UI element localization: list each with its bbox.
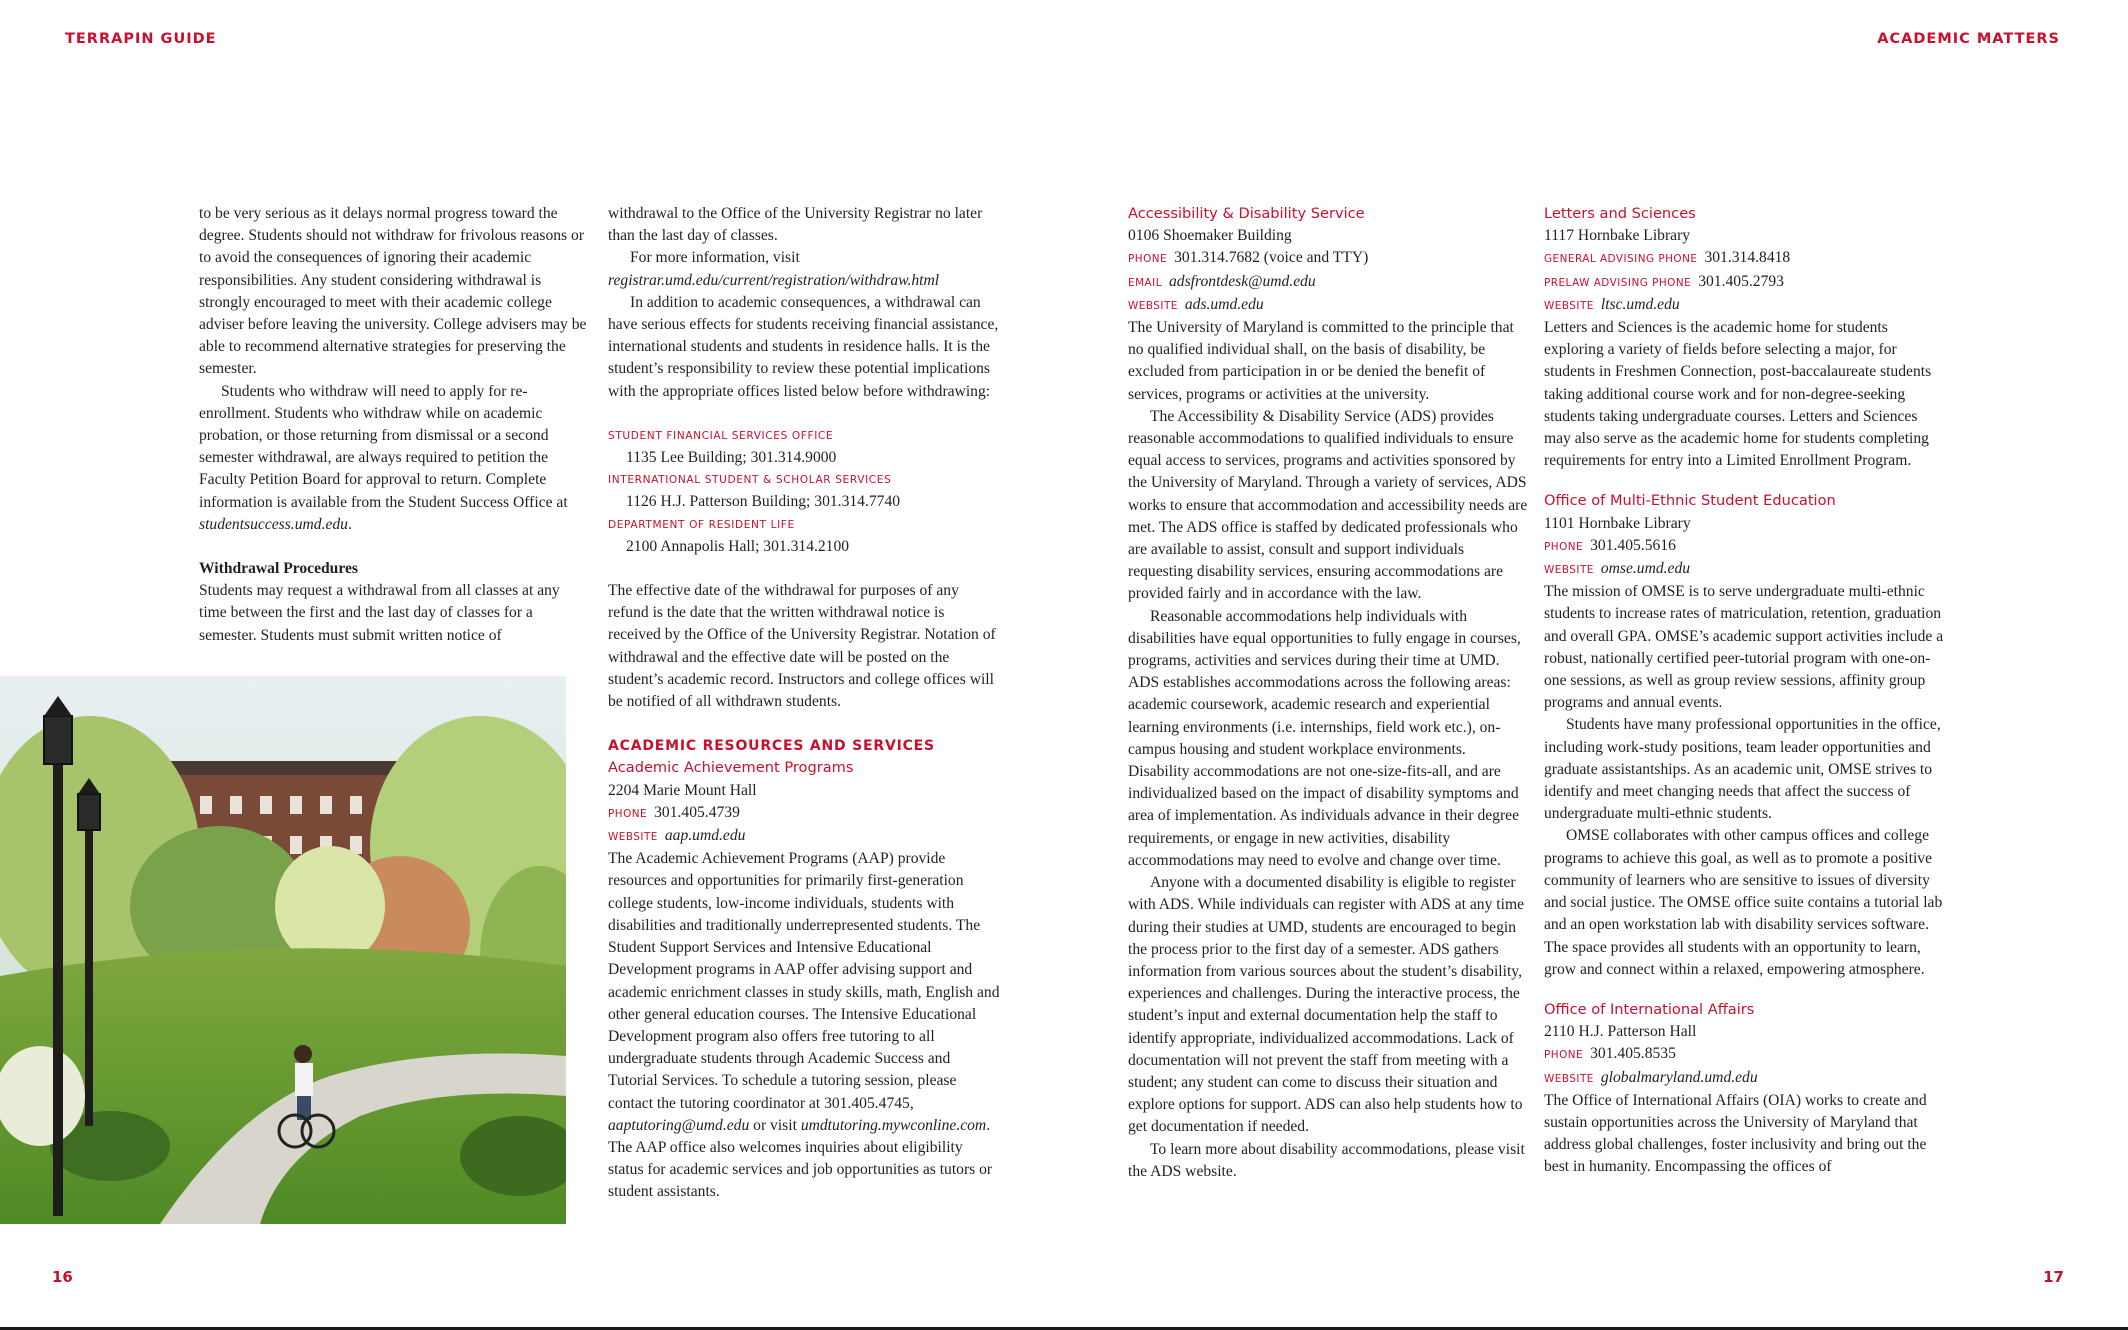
omse-heading: Office of Multi-Ethnic Student Education xyxy=(1544,492,1836,510)
column-1 xyxy=(199,203,591,647)
paragraph: The University of Maryland is committed to the principle that no qualified individual shall, on the basis of disability, be excluded from participation in or be denied the benefit of services, programs or activities at the university. xyxy=(1128,319,1514,403)
paragraph: The Office of International Affairs (OIA) works to create and sustain opportunities across the University of Maryland that address global challenges, foster inclusivity and bring out the best in humanity. Encompassing the offices of xyxy=(1544,1091,1927,1176)
ls-heading: Letters and Sciences xyxy=(1544,205,1696,222)
aap-website-link[interactable]: aap.umd.edu xyxy=(664,827,746,845)
ads-website: WEBSITE ads.umd.edu xyxy=(1128,295,1264,313)
page-number-left: 16 xyxy=(52,1268,73,1286)
paragraph: Students may request a withdrawal from all classes at any time between the first and the last day of classes for a semester. Students must submit written notice of xyxy=(199,582,560,644)
ads-heading: Accessibility & Disability Service xyxy=(1128,205,1365,222)
paragraph: Anyone with a documented disability is eligible to register with ADS. While individuals can register with ADS at any time during their studies at UMD, students are encouraged to begin the process prior to the first day of a semester. ADS gathers information from various sources about the student’s disability, experiences and challenges. During the interactive process, the student’s input and external documentation help the staff to identify appropriate, individualized accommodations. Lack of documentation will not prevent the staff from meeting with a student; any student can come to discuss their situation and explore options for support. ADS can also help students how to get documentation if needed. xyxy=(1128,874,1525,1136)
omse-website-link[interactable]: omse.umd.edu xyxy=(1600,560,1691,578)
omse-address: 1101 Hornbake Library xyxy=(1544,514,1691,532)
omse-phone: PHONE 301.405.5616 xyxy=(1544,536,1676,554)
campus-photo xyxy=(0,676,566,1224)
paragraph: to be very serious as it delays normal progress toward the degree. Students should not withdraw for frivolous reasons or to avoid the consequences of ignoring their academic responsibilities. Any student considering withdrawal is strongly encouraged to meet with their academic college adviser before leaving the university. College advisers may be able to recommend alternative strategies for preserving the semester. xyxy=(199,205,587,378)
paragraph: The Accessibility & Disability Service (ADS) provides reasonable accommodations to qualified individuals to ensure equal access to services, programs and activities sponsored by the University of Maryland. Through a variety of services, ADS works to ensure that accommodation and accessibility needs are met. The ADS office is staffed by dedicated professionals who are available to assist, consult and support individuals requesting disability services, ensuring accommodations are provided fairly and in accordance with the law. xyxy=(1128,407,1528,603)
paragraph: withdrawal to the Office of the University Registrar no later than the last day of classes. xyxy=(608,205,983,245)
ads-website-link[interactable]: ads.umd.edu xyxy=(1184,295,1264,313)
ls-phone-prelaw: PRELAW ADVISING PHONE 301.405.2793 xyxy=(1544,272,1784,290)
column-4 xyxy=(1544,203,1944,1179)
ls-website: WEBSITE ltsc.umd.edu xyxy=(1544,295,1680,313)
oia-heading: Office of International Affairs xyxy=(1544,1000,1755,1018)
office-line: 2100 Annapolis Hall; 301.314.2100 xyxy=(626,537,850,555)
oia-website: WEBSITE globalmaryland.umd.edu xyxy=(1544,1068,1758,1086)
oia-phone: PHONE 301.405.8535 xyxy=(1544,1045,1676,1063)
column-2 xyxy=(608,203,1000,1204)
paragraph: Students have many professional opportunities in the office, including work-study positions, team leader opportunities and graduate assistantships. As an academic unit, OMSE strives to identify and meet changing needs that affect the success of undergraduate multi-ethnic students. xyxy=(1544,716,1941,823)
office-label: DEPARTMENT OF RESIDENT LIFE xyxy=(608,518,795,531)
paragraph: The effective date of the withdrawal for purposes of any refund is the date that the written withdrawal notice is received by the Office of the University Registrar. Notation of withdrawal and the effective date will be posted on the student’s academic record. Instructors and college offices will be notified of all withdrawn students. xyxy=(608,582,996,711)
paragraph: The Academic Achievement Programs (AAP) provide resources and opportunities for primarily first-generation college students, low-income individuals, students with disabilities and traditionally underrepresented students. The Student Support Services and Intensive Educational Development programs in AAP offer advising support and academic enrichment classes in study skills, math, English and other general education courses. The Intensive Educational Development program also offers free tutoring to all undergraduate students through Academic Success and Tutorial Services. To schedule a tutoring session, please contact the tutoring coordinator at 301.405.4745, aaptutoring@umd.edu or visit umdtutoring.mywconline.com. The AAP office also welcomes inquiries about eligibility status for academic services and job opportunities as tutors or student assistants. xyxy=(608,850,1000,1201)
paragraph: Letters and Sciences is the academic home for students exploring a variety of fields before selecting a major, for students in Freshmen Connection, post-baccalaureate students taking additional course work and for non-degree-seeking students taking undergraduate courses. Letters and Sciences may also serve as the academic home for students completing requirements for entry into a Limited Enrollment Program. xyxy=(1544,319,1932,470)
aap-phone: PHONE 301.405.4739 xyxy=(608,803,740,821)
office-line: 1126 H.J. Patterson Building; 301.314.7740 xyxy=(626,493,901,511)
office-line: 1135 Lee Building; 301.314.9000 xyxy=(626,449,837,467)
office-list xyxy=(608,425,1000,558)
paragraph: In addition to academic consequences, a withdrawal can have serious effects for students receiving financial assistance, international students and students in residence halls. It is the student’s responsibility to review these potential implications with the appropriate offices listed below before withdrawing: xyxy=(608,293,999,400)
paragraph: Students who withdraw will need to apply for re-enrollment. Students who withdraw while on academic probation, or those returning from dismissal or a second semester withdrawal, are always required to petition the Faculty Petition Board for approval to return. Complete information is available from the Student Success Office at studentsuccess.umd.edu. xyxy=(199,382,568,533)
ads-address: 0106 Shoemaker Building xyxy=(1128,227,1292,245)
paragraph: The mission of OMSE is to serve undergraduate multi-ethnic students to increase rates of matriculation, retention, graduation and overall GPA. OMSE’s academic support activities include a robust, nationally certified peer-tutorial program with one-on-one sessions, as well as group review sessions, affinity group programs and annual events. xyxy=(1544,583,1944,712)
paragraph: For more information, visit registrar.umd.edu/current/registration/withdraw.html xyxy=(608,249,940,289)
student-success-link[interactable]: studentsuccess.umd.edu xyxy=(199,515,348,533)
office-label: INTERNATIONAL STUDENT & SCHOLAR SERVICES xyxy=(608,474,892,487)
aap-tutoring-email[interactable]: aaptutoring@umd.edu xyxy=(608,1116,750,1134)
ads-email: EMAIL adsfrontdesk@umd.edu xyxy=(1128,272,1316,290)
oia-address: 2110 H.J. Patterson Hall xyxy=(1544,1023,1697,1041)
running-head-left: TERRAPIN GUIDE xyxy=(65,31,217,47)
oia-website-link[interactable]: globalmaryland.umd.edu xyxy=(1600,1068,1758,1086)
page-number-right: 17 xyxy=(2043,1268,2064,1286)
paragraph: OMSE collaborates with other campus offices and college programs to achieve this goal, as well as to promote a positive community of learners who are sensitive to issues of diversity and social justice. The OMSE office suite contains a tutorial lab and an open workstation lab with disability services software. The space provides all students with an opportunity to learn, grow and connect within a relaxed, empowering atmosphere. xyxy=(1544,827,1943,978)
omse-website: WEBSITE omse.umd.edu xyxy=(1544,560,1691,578)
tutoring-link[interactable]: umdtutoring.mywconline.com xyxy=(800,1116,987,1134)
paragraph: To learn more about disability accommodations, please visit the ADS website. xyxy=(1128,1140,1525,1180)
ls-website-link[interactable]: ltsc.umd.edu xyxy=(1600,295,1680,313)
running-head-right: ACADEMIC MATTERS xyxy=(1877,31,2060,47)
column-3 xyxy=(1128,203,1528,1183)
ls-phone-general: GENERAL ADVISING PHONE 301.314.8418 xyxy=(1544,249,1791,267)
paragraph: Reasonable accommodations help individuals with disabilities have equal opportunities to fully engage in courses, programs, activities and services during their time at UMD. ADS establishes accommodations across the following areas: academic coursework, academic research and experiential learning environments (i.e. internships, field work etc.), on-campus housing and student workplace environments. Disability accommodations are not one-size-fits-all, and are individualized based on the impact of disability symptoms and area of implementation. As individuals advance in their degree requirements, or engage in new activities, disability accommodations may need to evolve and change over time. xyxy=(1128,607,1521,869)
aap-website: WEBSITE aap.umd.edu xyxy=(608,827,746,845)
ls-address: 1117 Hornbake Library xyxy=(1544,227,1691,245)
withdrawal-procedures-heading: Withdrawal Procedures xyxy=(199,560,358,578)
ads-email-link[interactable]: adsfrontdesk@umd.edu xyxy=(1169,272,1316,290)
academic-resources-heading: ACADEMIC RESOURCES AND SERVICES xyxy=(608,738,935,755)
ads-phone: PHONE 301.314.7682 (voice and TTY) xyxy=(1128,249,1369,267)
aap-address: 2204 Marie Mount Hall xyxy=(608,781,757,799)
registrar-withdraw-link[interactable]: registrar.umd.edu/current/registration/withdraw.html xyxy=(608,271,940,289)
aap-heading: Academic Achievement Programs xyxy=(608,759,854,777)
office-label: STUDENT FINANCIAL SERVICES OFFICE xyxy=(608,429,834,442)
